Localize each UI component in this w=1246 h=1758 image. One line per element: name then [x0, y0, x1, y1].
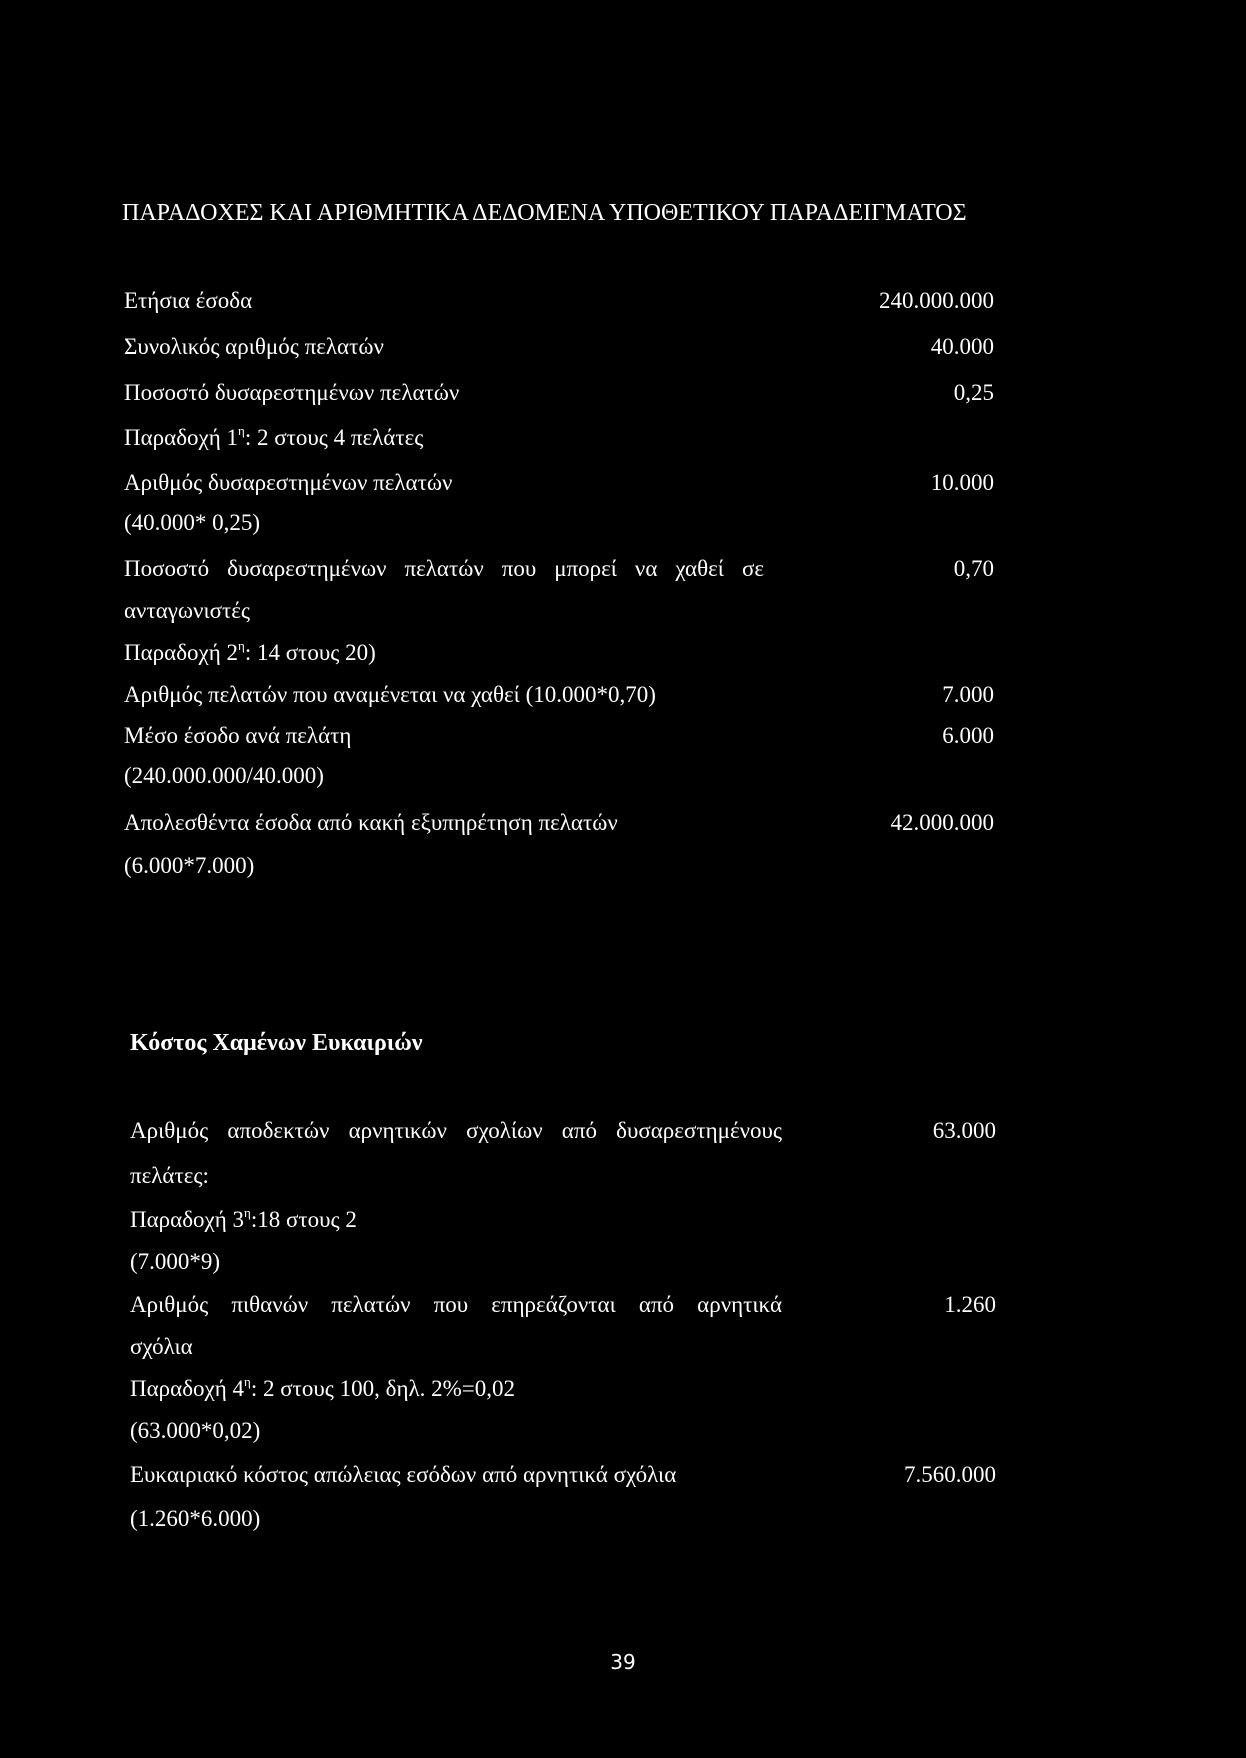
assumption-4-prefix: Παραδοχή 4 [130, 1376, 245, 1401]
page-number: 39 [610, 1650, 636, 1674]
assumption-3-prefix: Παραδοχή 3 [130, 1207, 245, 1232]
opportunity-cost-formula: (1.260*6.000) [130, 1506, 261, 1531]
dissatisfied-count-formula: (40.000* 0,25) [124, 510, 261, 535]
assumption-2-prefix: Παραδοχή 2 [124, 640, 239, 665]
negative-comments-label-line2: πελάτες: [130, 1163, 209, 1188]
annual-revenue-value: 240.000.000 [879, 288, 994, 313]
total-customers-value: 40.000 [930, 334, 994, 359]
opportunity-cost-value: 7.560.000 [904, 1462, 996, 1487]
lost-revenue-formula: (6.000*7.000) [124, 853, 255, 878]
potential-customers-label-line2: σχόλια [130, 1334, 193, 1359]
avg-revenue-label: Μέσο έσοδο ανά πελάτη [124, 723, 352, 748]
assumption-4-sup: η [244, 1374, 251, 1389]
assumption-3-sup: η [244, 1205, 251, 1220]
negative-comments-label-line1: Αριθμός αποδεκτών αρνητικών σχολίων από δυσαρεστημένους [130, 1118, 782, 1143]
expected-lost-label: Αριθμός πελατών που αναμένεται να χαθεί (10.000*0,70) [124, 682, 656, 707]
assumption-1-suffix: : 2 στους 4 πελάτες [244, 425, 424, 450]
potential-customers-label-line1: Αριθμός πιθανών πελατών που επηρεάζονται από αρνητικά [130, 1292, 782, 1317]
lost-pct-value: 0,70 [953, 556, 994, 581]
potential-customers-formula: (63.000*0,02) [130, 1418, 261, 1443]
dissatisfied-count-label: Αριθμός δυσαρεστημένων πελατών [124, 470, 453, 495]
negative-comments-value: 63.000 [932, 1118, 996, 1143]
dissatisfied-pct-label: Ποσοστό δυσαρεστημένων πελατών [124, 380, 460, 405]
lost-revenue-value: 42.000.000 [890, 810, 994, 835]
negative-comments-formula: (7.000*9) [130, 1249, 221, 1274]
assumption-2-suffix: : 14 στους 20) [244, 640, 376, 665]
annual-revenue-label: Ετήσια έσοδα [124, 288, 253, 313]
assumption-1-prefix: Παραδοχή 1 [124, 425, 239, 450]
lost-pct-label-line2: ανταγωνιστές [124, 598, 251, 623]
avg-revenue-value: 6.000 [942, 723, 994, 748]
section-title-opportunity-cost: Κόστος Χαμένων Ευκαιριών [130, 1030, 423, 1056]
potential-customers-value: 1.260 [944, 1292, 996, 1317]
assumption-1-sup: η [238, 423, 245, 438]
dissatisfied-pct-value: 0,25 [953, 380, 994, 405]
assumption-2 [124, 640, 376, 666]
assumption-1 [124, 425, 423, 451]
dissatisfied-count-value: 10.000 [930, 470, 994, 495]
total-customers-label: Συνολικός αριθμός πελατών [124, 334, 384, 359]
expected-lost-value: 7.000 [942, 682, 994, 707]
assumption-3-suffix: :18 στους 2 [250, 1207, 357, 1232]
assumption-3 [130, 1207, 357, 1233]
page-heading: ΠΑΡΑΔΟΧΕΣ ΚΑΙ ΑΡΙΘΜΗΤΙΚΑ ΔΕΔΟΜΕΝΑ ΥΠΟΘΕΤΙΚΟΥ ΠΑΡΑΔΕΙΓΜΑΤΟΣ [122, 200, 967, 226]
lost-revenue-label: Απολεσθέντα έσοδα από κακή εξυπηρέτηση πελατών [124, 810, 618, 835]
assumption-2-sup: η [238, 638, 245, 653]
opportunity-cost-label: Ευκαιριακό κόστος απώλειας εσόδων από αρνητικά σχόλια [130, 1462, 677, 1487]
assumption-4 [130, 1376, 515, 1402]
avg-revenue-formula: (240.000.000/40.000) [124, 763, 324, 788]
lost-pct-label-line1: Ποσοστό δυσαρεστημένων πελατών που μπορεί να χαθεί σε [124, 556, 764, 581]
assumption-4-suffix: : 2 στους 100, δηλ. 2%=0,02 [250, 1376, 516, 1401]
